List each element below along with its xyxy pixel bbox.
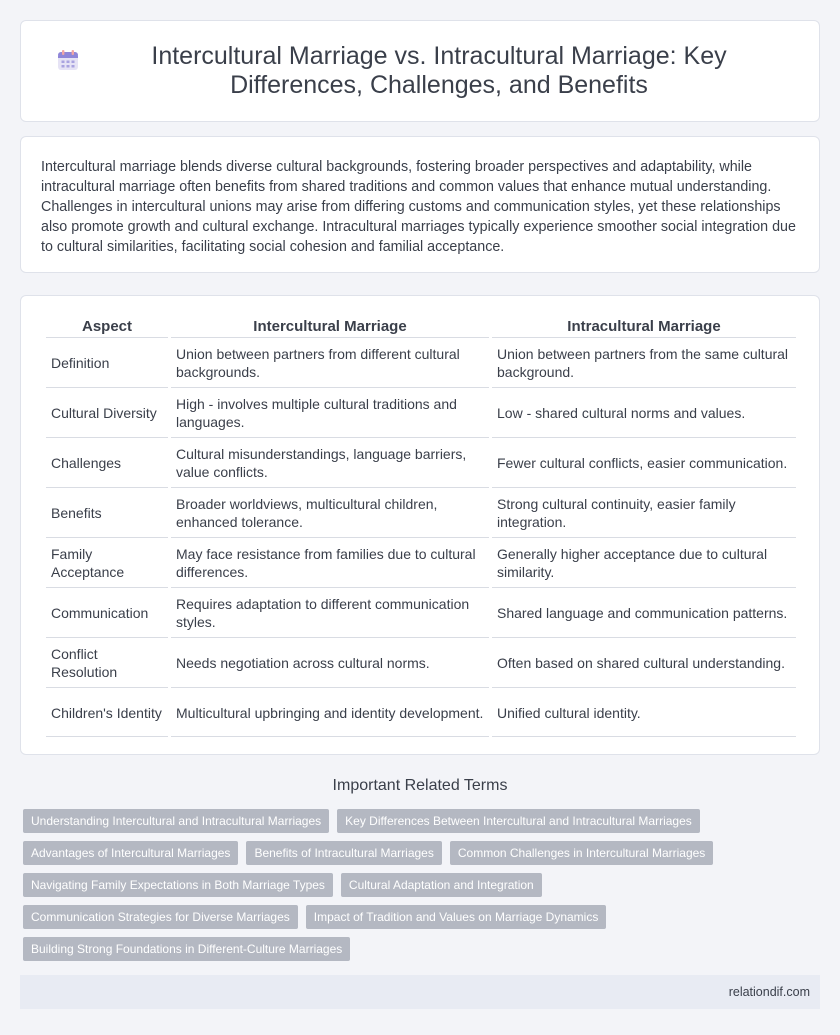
table-row: [46, 538, 796, 588]
related-term-tag[interactable]: Navigating Family Expectations in Both Marriage Types: [23, 873, 333, 897]
row-intracultural: Strong cultural continuity, easier family integration.: [492, 488, 796, 538]
table-header-row: [46, 314, 796, 338]
related-term-tag[interactable]: Understanding Intercultural and Intracultural Marriages: [23, 809, 329, 833]
comparison-table: [43, 314, 799, 737]
table-row: [46, 488, 796, 538]
row-intercultural: Requires adaptation to different communication styles.: [171, 588, 489, 638]
row-intercultural: Cultural misunderstandings, language barriers, value conflicts.: [171, 438, 489, 488]
row-intracultural: Fewer cultural conflicts, easier communication.: [492, 438, 796, 488]
row-intercultural: May face resistance from families due to cultural differences.: [171, 538, 489, 588]
row-aspect: Conflict Resolution: [46, 638, 168, 688]
related-term-tag[interactable]: Advantages of Intercultural Marriages: [23, 841, 238, 865]
header-intercultural: Intercultural Marriage: [171, 314, 489, 338]
page-title: Intercultural Marriage vs. Intracultural Marriage: Key Differences, Challenges, and Benefits: [151, 42, 727, 99]
related-term-tag[interactable]: Common Challenges in Intercultural Marriages: [450, 841, 713, 865]
header-card: [20, 20, 820, 122]
row-aspect: Family Acceptance: [46, 538, 168, 588]
header-aspect: Aspect: [46, 314, 168, 338]
row-intracultural: Low - shared cultural norms and values.: [492, 388, 796, 438]
related-term-tag[interactable]: Cultural Adaptation and Integration: [341, 873, 542, 897]
header-intracultural: Intracultural Marriage: [492, 314, 796, 338]
table-row: [46, 438, 796, 488]
row-aspect: Communication: [46, 588, 168, 638]
row-aspect: Children's Identity: [46, 688, 168, 737]
related-term-tag[interactable]: Building Strong Foundations in Different-Culture Marriages: [23, 937, 350, 961]
table-row: [46, 588, 796, 638]
row-aspect: Benefits: [46, 488, 168, 538]
row-intercultural: Broader worldviews, multicultural children, enhanced tolerance.: [171, 488, 489, 538]
footer-site-link[interactable]: relationdif.com: [728, 985, 810, 999]
row-aspect: Cultural Diversity: [46, 388, 168, 438]
related-term-tag[interactable]: Key Differences Between Intercultural and Intracultural Marriages: [337, 809, 700, 833]
related-term-tag[interactable]: Impact of Tradition and Values on Marriage Dynamics: [306, 905, 607, 929]
row-intracultural: Generally higher acceptance due to cultural similarity.: [492, 538, 796, 588]
row-intracultural: Often based on shared cultural understanding.: [492, 638, 796, 688]
calendar-icon: [56, 48, 80, 72]
comparison-table-card: [20, 295, 820, 755]
intro-card: [20, 136, 820, 273]
related-terms-title: Important Related Terms: [332, 777, 508, 794]
row-intercultural: Union between partners from different cultural backgrounds.: [171, 338, 489, 388]
intro-paragraph: Intercultural marriage blends diverse cultural backgrounds, fostering broader perspectives and adaptability, while intracultural marriage often benefits from shared traditions and common values that enhance mutual understanding. Challenges in intercultural unions may arise from differing customs and communication styles, yet these relationships also promote growth and cultural exchange. Intracultural marriages typically experience smoother social integration due to cultural similarities, facilitating social cohesion and familial acceptance.: [41, 159, 796, 255]
related-term-tag[interactable]: Benefits of Intracultural Marriages: [246, 841, 441, 865]
related-terms-tags: [20, 809, 740, 961]
row-intracultural: Union between partners from the same cultural background.: [492, 338, 796, 388]
table-row: [46, 688, 796, 737]
row-intracultural: Unified cultural identity.: [492, 688, 796, 737]
row-intercultural: Needs negotiation across cultural norms.: [171, 638, 489, 688]
row-intercultural: High - involves multiple cultural traditions and languages.: [171, 388, 489, 438]
related-terms-section: [20, 777, 820, 961]
table-row: [46, 338, 796, 388]
row-intercultural: Multicultural upbringing and identity development.: [171, 688, 489, 737]
table-row: [46, 638, 796, 688]
row-aspect: Definition: [46, 338, 168, 388]
footer: [20, 975, 820, 1009]
row-aspect: Challenges: [46, 438, 168, 488]
row-intracultural: Shared language and communication patterns.: [492, 588, 796, 638]
related-term-tag[interactable]: Communication Strategies for Diverse Marriages: [23, 905, 298, 929]
table-row: [46, 388, 796, 438]
